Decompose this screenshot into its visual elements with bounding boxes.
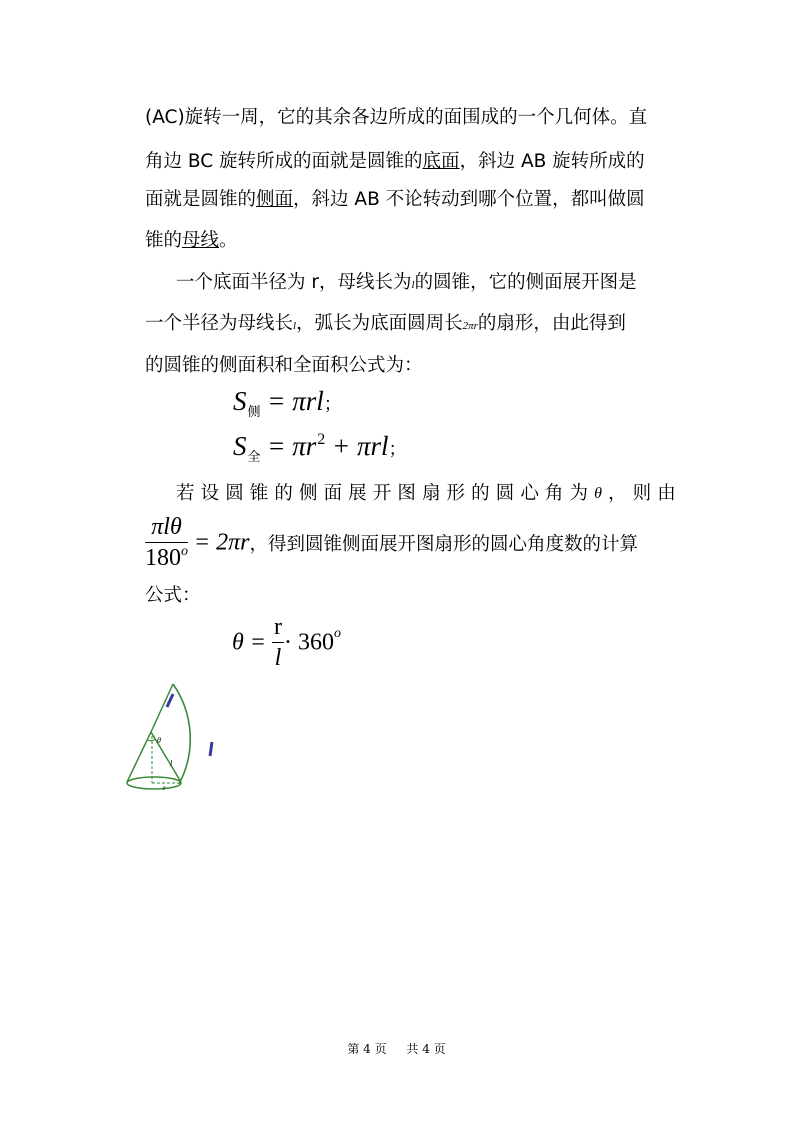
para3-line3-text: 公式： <box>145 585 201 606</box>
para2-line1-text-a: 一个底面半径为 r，母线长为 <box>176 272 412 293</box>
footer-page-number: 第 4 页 <box>347 1042 387 1056</box>
para3-line1-char: 心 <box>520 483 539 504</box>
para3-line1 <box>176 482 676 506</box>
var-2pir: 2πr <box>462 320 478 332</box>
para3-line1-char: 角 <box>544 483 564 504</box>
var-theta: θ <box>594 485 602 502</box>
formula2-sub: 全 <box>247 450 261 465</box>
fraction-den-value: 180 <box>145 545 181 571</box>
para1-line2 <box>145 150 645 174</box>
var-l: l <box>411 279 415 291</box>
formula2-rhs-a: = πr <box>267 431 317 461</box>
para2-line1 <box>176 271 637 297</box>
para3-line1-char: 面 <box>323 483 343 504</box>
formula1-end: ； <box>323 394 342 415</box>
formula1-rhs: = πrl <box>267 386 324 416</box>
para3-line1-char: 开 <box>372 483 392 504</box>
para1-line1-text: (AC)旋转一周，它的其余各边所成的面围成的一个几何体。直 <box>145 107 648 128</box>
para1-line3 <box>145 188 645 212</box>
formula-total-area <box>233 431 407 465</box>
term-generatrix: 母线 <box>182 230 220 251</box>
para1-line2-text-b: ，斜边 AB 旋转所成的 <box>459 151 645 172</box>
para2-line1-text-b: 的圆锥，它的侧面展开图是 <box>414 272 637 293</box>
para3-line1-char: 扇 <box>421 483 441 504</box>
para3-line1-char: 若 <box>176 483 195 504</box>
para2-line2 <box>145 312 626 338</box>
para3-line1-char: 的 <box>471 483 490 504</box>
para2-line3 <box>145 354 423 378</box>
cone-sector-figure <box>115 680 225 805</box>
formula2-S: S <box>233 431 247 461</box>
para3-line2 <box>145 514 638 572</box>
footer-total-pages: 共 4 页 <box>406 1042 446 1056</box>
para3-line1-char: 形 <box>446 483 466 504</box>
term-lateral-surface: 侧面 <box>256 189 294 210</box>
sector-arc <box>173 684 190 784</box>
term-base: 底面 <box>422 151 460 172</box>
angle-marker <box>148 739 155 741</box>
para3-line1-char: 设 <box>200 483 220 504</box>
fraction-angle <box>145 514 188 572</box>
arc-accent-2 <box>210 742 212 756</box>
para1-line1 <box>145 106 647 130</box>
para2-line2-text-a: 一个半径为母线长 <box>145 313 294 334</box>
formula2-rhs-b: + πrl <box>325 431 389 461</box>
formula3-den: l <box>274 645 282 671</box>
cone-left-side <box>127 732 151 782</box>
para2-line3-text: 的圆锥的侧面积和全面积公式为： <box>145 355 423 376</box>
formula3-lhs: θ = <box>232 629 266 656</box>
var-l-2: l <box>293 320 297 332</box>
formula1-S: S <box>233 386 247 416</box>
fraction-den-sup: o <box>181 544 188 559</box>
fraction-rhs: = 2πr <box>193 529 250 556</box>
para3-line1-char: 圆 <box>225 483 244 504</box>
para2-line2-text-b: ，弧长为底面圆周长 <box>296 313 463 334</box>
fraction-denominator <box>145 543 188 572</box>
formula2-sup: 2 <box>317 431 326 448</box>
formula3-num: r <box>272 614 284 643</box>
formula2-end: ； <box>388 439 407 460</box>
para3-line2-text: ，得到圆锥侧面展开图扇形的圆心角度数的计算 <box>249 534 638 555</box>
para1-line3-text-a: 面就是圆锥的 <box>145 189 257 210</box>
page-footer <box>0 1040 793 1057</box>
para1-line4-text-b: 。 <box>219 230 238 251</box>
para3-line1-char: 图 <box>397 483 416 504</box>
para3-line1-char: 则 <box>632 483 652 504</box>
para3-line1-char: 展 <box>348 483 367 504</box>
para3-line1-char: 锥 <box>249 483 269 504</box>
para1-line3-text-b: ，斜边 AB 不论转动到哪个位置，都叫做圆 <box>293 189 645 210</box>
para3-line3 <box>145 584 201 608</box>
para3-line1-char: 的 <box>274 483 293 504</box>
radius-label: r <box>163 784 166 792</box>
formula-lateral-area <box>233 386 342 420</box>
para3-line1-char: 圆 <box>495 483 515 504</box>
formula3-fraction <box>272 614 284 672</box>
formula3-rhs: · 360 <box>283 629 334 656</box>
sector-edge <box>151 684 173 732</box>
cone-right-side <box>151 732 181 782</box>
para2-line2-text-c: 的扇形，由此得到 <box>477 313 626 334</box>
para3-line1-char: 由 <box>657 483 676 504</box>
formula1-sub: 侧 <box>247 405 261 420</box>
para1-line4 <box>145 229 238 253</box>
para3-line1-char: 为 <box>569 483 589 504</box>
theta-label: θ <box>157 736 161 745</box>
para1-line4-text-a: 锥的 <box>145 230 183 251</box>
para1-line2-text-a: 角边 BC 旋转所成的面就是圆锥的 <box>145 151 423 172</box>
formula-central-angle <box>232 614 341 672</box>
para3-line1-char: 侧 <box>298 483 318 504</box>
para3-line1-char: ， <box>608 483 627 504</box>
slant-label: l <box>170 759 173 768</box>
fraction-numerator: πlθ <box>145 514 188 543</box>
formula3-sup: o <box>333 625 341 641</box>
